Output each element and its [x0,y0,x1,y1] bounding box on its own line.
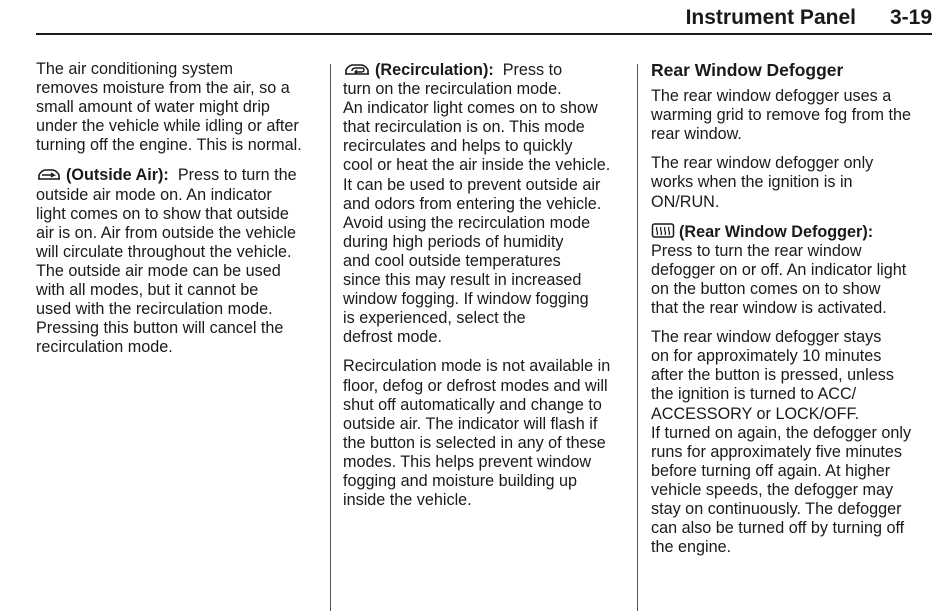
recirculation-paragraph [343,60,628,347]
text-line: warming grid to remove fog from the [651,106,912,125]
text-line: air is on. Air from outside the vehicle [36,223,297,242]
text-line: ON/RUN. [651,192,720,211]
text-line: and odors from entering the vehicle. [343,194,602,213]
defogger-duration-paragraph [651,328,941,423]
text-line: before turning off again. At higher [651,461,891,480]
text-line: will circulate throughout the vehicle. [36,242,292,261]
text-line: on for approximately 10 minutes [651,347,882,366]
defogger-button-paragraph [651,222,941,318]
outside-air-icon [36,165,62,183]
outside-air-paragraph [36,165,321,357]
header-text [686,6,932,30]
text-line: floor, defog or defrost modes and will [343,376,608,395]
column-divider-2 [637,64,638,611]
text-line: vehicle speeds, the defogger may [651,480,894,499]
text-line: Recirculation mode is not available in [343,357,611,376]
text-line: small amount of water might drip [36,98,270,117]
text-line: the engine. [651,538,732,557]
text-line: inside the vehicle. [343,491,472,510]
text-line: An indicator light comes on to show [343,99,598,118]
text-line [651,222,941,242]
text-line: can also be turned off by turning off [651,519,905,538]
section-title: Instrument Panel [685,6,856,29]
recirculation-availability-paragraph [343,357,628,510]
text-line: under the vehicle while idling or after [36,117,299,136]
text-line: recirculation mode. [36,338,173,357]
text-line: window fogging. If window fogging [343,290,589,309]
rear-window-defogger-heading: Rear Window Defogger [651,60,844,80]
text-line: and cool outside temperatures [343,251,561,270]
text-line: turn on the recirculation mode. [343,80,562,99]
recirculation-icon [343,60,371,78]
defogger-repeat-paragraph [651,424,941,558]
text-line: recirculates and helps to quickly [343,137,573,156]
text-line: that recirculation is on. This mode [343,118,585,137]
defogger-intro-paragraph [651,87,941,144]
text-line: The rear window defogger uses a [651,87,892,106]
text-line: The air conditioning system [36,60,234,78]
text-line: Avoid using the recirculation mode [343,213,591,232]
text-line: stay on continuously. The defogger [651,499,902,518]
text-line: defrost mode. [343,328,442,347]
text-line: on the button comes on to show [651,279,881,298]
ac-moisture-paragraph [36,60,321,155]
recirculation-label: (Recirculation): [375,61,494,79]
text-line: If turned on again, the defogger only [651,423,912,442]
text-line: The outside air mode can be used [36,261,281,280]
text-line: outside air mode on. An indicator [36,185,272,204]
recirculation-intro: Press to [502,61,563,79]
text-line: defogger on or off. An indicator light [651,260,907,279]
text-line: light comes on to show that outside [36,204,289,223]
text-line: since this may result in increased [343,271,582,290]
text-line: fogging and moisture building up [343,471,577,490]
text-line: during high periods of humidity [343,232,564,251]
text-line: used with the recirculation mode. [36,300,273,319]
text-line: The rear window defogger only [651,154,874,173]
column-1 [36,60,321,367]
text-line [343,60,628,80]
text-line: outside air. The indicator will flash if [343,414,598,433]
outside-air-label: (Outside Air): [66,166,169,185]
column-divider-1 [330,64,331,611]
text-line: that the rear window is activated. [651,299,887,318]
text-line: cool or heat the air inside the vehicle. [343,156,611,175]
page-header [36,0,932,35]
text-line: runs for approximately five minutes [651,442,903,461]
outside-air-intro: Press to turn the [177,166,297,185]
page-number: 3-19 [889,6,932,29]
text-line [36,165,321,185]
text-line: rear window. [651,125,742,144]
text-line: the ignition is turned to ACC/ [651,385,857,404]
text-line: Pressing this button will cancel the [36,319,284,338]
rear-defogger-label: (Rear Window Defogger): [679,222,874,241]
text-line: shut off automatically and change to [343,395,602,414]
column-3 [651,60,941,567]
text-line: It can be used to prevent outside air [343,175,601,194]
text-line: ACCESSORY or LOCK/OFF. [651,404,860,423]
text-line: turning off the engine. This is normal. [36,136,302,155]
text-line: the button is selected in any of these [343,433,606,452]
text-line: modes. This helps prevent window [343,452,592,471]
text-line: The rear window defogger stays [651,328,882,347]
rear-defogger-icon [651,222,675,240]
column-2 [343,60,628,520]
text-line: removes moisture from the air, so a [36,79,290,98]
text-line: with all modes, but it cannot be [36,281,259,300]
text-line: is experienced, select the [343,309,526,328]
defogger-ignition-paragraph [651,154,941,211]
text-line: after the button is pressed, unless [651,366,894,385]
text-line: works when the ignition is in [651,173,853,192]
text-line: Press to turn the rear window [651,241,862,260]
